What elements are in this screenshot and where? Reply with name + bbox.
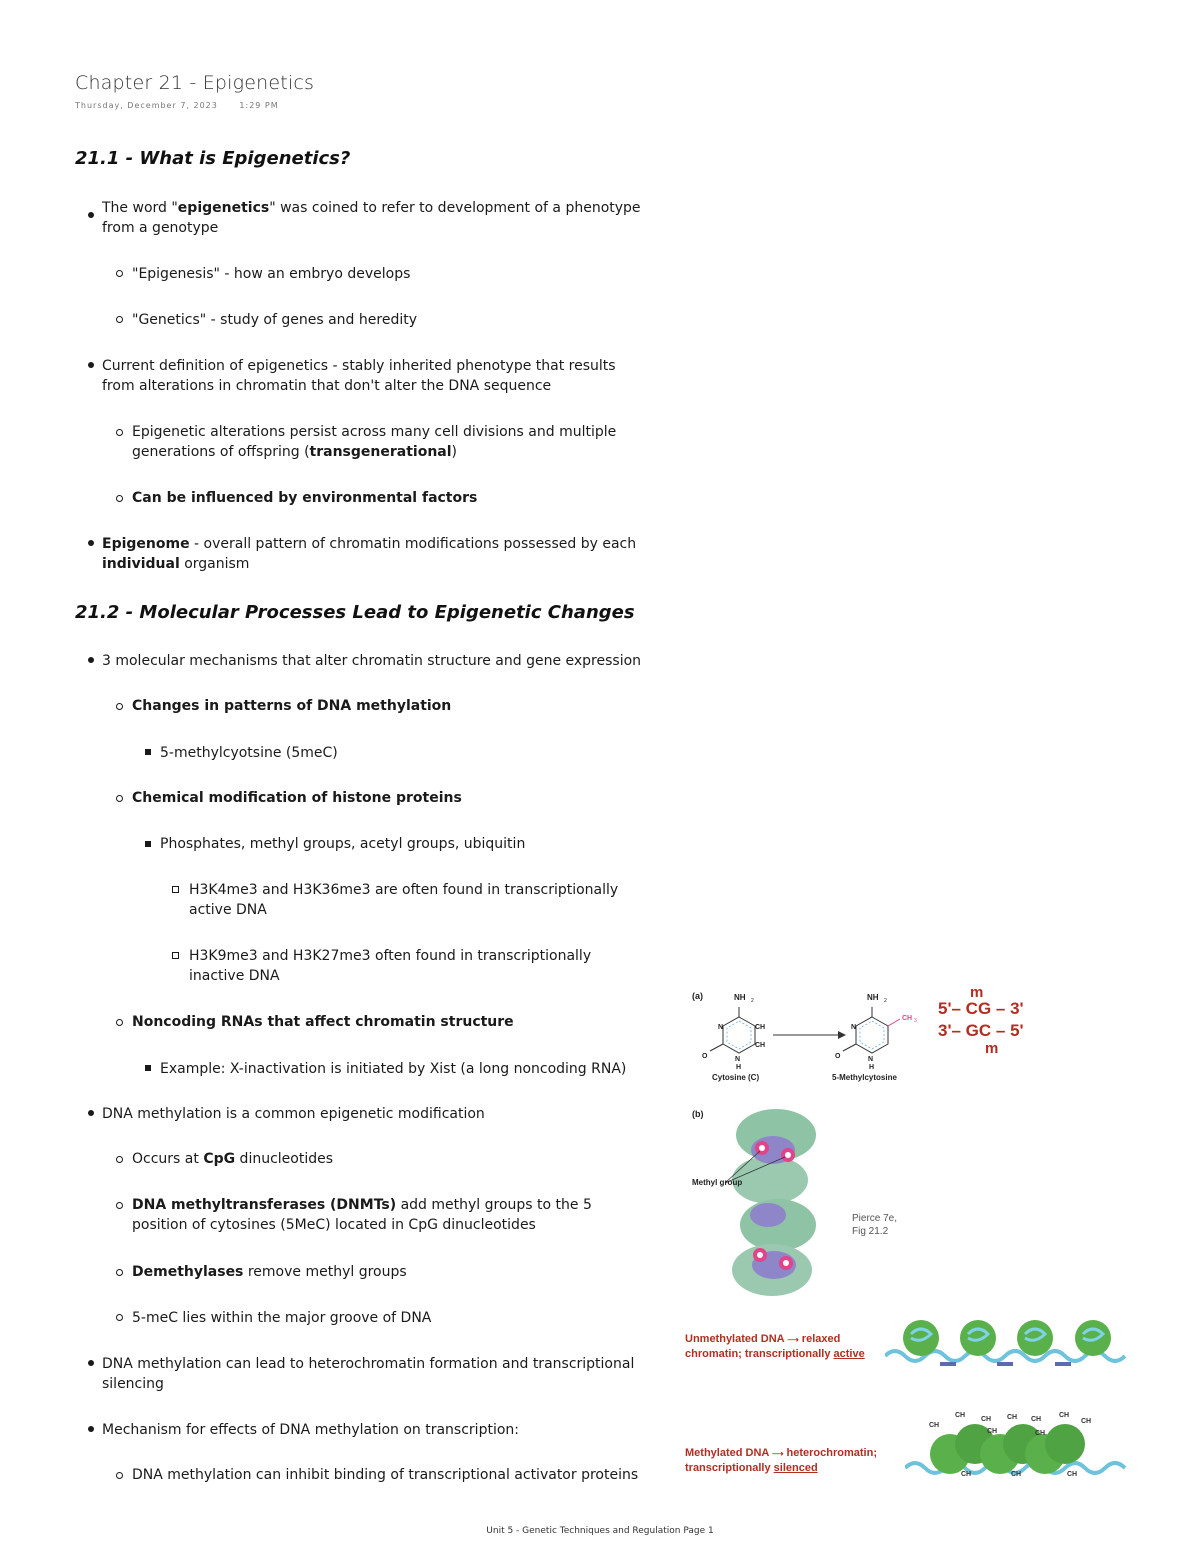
list-item: DNA methylation can lead to heterochromatin formation and transcriptional silencing (102, 1356, 635, 1392)
figure-cytosine-methylation (688, 985, 928, 1087)
svg-text:N: N (718, 1024, 724, 1031)
svg-text:H: H (736, 1064, 742, 1071)
list-item: Demethylases remove methyl groups (132, 1264, 407, 1280)
bullet-dot (88, 657, 94, 663)
svg-text:CH: CH (955, 1412, 966, 1419)
svg-text:2: 2 (884, 998, 887, 1004)
unmethylated-caption: Unmethylated DNA ⟶ relaxed chromatin; transcriptionally active (685, 1333, 865, 1360)
list-item: 5-meC lies within the major groove of DNA (132, 1310, 432, 1326)
methyl-label: CH (902, 1015, 913, 1022)
svg-text:H: H (869, 1064, 875, 1071)
heterochromatin-image (905, 1408, 1130, 1488)
svg-text:CH: CH (1007, 1414, 1018, 1421)
cytosine-label: Cytosine (C) (712, 1073, 760, 1082)
svg-text:2: 2 (751, 998, 754, 1004)
list-item: Chemical modification of histone proteins (132, 790, 462, 806)
svg-text:CH: CH (755, 1042, 766, 1049)
dna-helix-image (732, 1109, 816, 1296)
bullet-square (145, 1065, 151, 1071)
svg-text:CH: CH (987, 1428, 998, 1435)
panel-label-a: (a) (692, 991, 703, 1001)
list-item: DNA methylation can inhibit binding of transcriptional activator proteins (132, 1467, 639, 1483)
svg-text:CH: CH (1081, 1418, 1092, 1425)
svg-text:O: O (702, 1053, 708, 1060)
reaction-arrow (773, 1031, 846, 1039)
bullet-dot (88, 1426, 94, 1432)
page-date (75, 101, 297, 110)
bullet-square (145, 841, 151, 847)
bullet-dot (88, 212, 94, 218)
bullet-circle (116, 1019, 123, 1026)
methyl-group-label: Methyl group (692, 1178, 743, 1187)
list-item: 3 molecular mechanisms that alter chromatin structure and gene expression (102, 653, 642, 669)
cpg-line-1: 5'– CG – 3' (938, 999, 1024, 1018)
cpg-m-bottom: m (985, 1040, 999, 1057)
relaxed-chromatin-image (885, 1316, 1130, 1376)
list-item: H3K4me3 and H3K36me3 are often found in transcriptionally active DNA (189, 882, 619, 918)
svg-text:3: 3 (914, 1018, 917, 1024)
bullet-circle (116, 703, 123, 710)
bullet-dot (88, 540, 94, 546)
list-item: "Epigenesis" - how an embryo develops (132, 266, 411, 282)
list-item: Epigenetic alterations persist across many cell divisions and multiple generations of offspring (transgenerational) (132, 424, 617, 460)
svg-text:N: N (735, 1056, 741, 1063)
figure-dna-helix (688, 1105, 918, 1305)
bullet-dot (88, 1360, 94, 1366)
page-footer: Unit 5 - Genetic Techniques and Regulation Page 1 (486, 1526, 714, 1536)
list-item: Mechanism for effects of DNA methylation on transcription: (102, 1422, 519, 1438)
methylcytosine-label: 5-Methylcytosine (832, 1073, 897, 1082)
list-item: DNA methyltransferases (DNMTs) add methyl groups to the 5 position of cytosines (5MeC) located in CpG dinucleotides (132, 1197, 592, 1233)
svg-text:O: O (835, 1053, 841, 1060)
bullet-dot (88, 362, 94, 368)
svg-text:CH: CH (1059, 1412, 1070, 1419)
svg-text:CH: CH (1067, 1471, 1078, 1478)
bullet-open-square (172, 886, 179, 893)
cpg-line-2: 3'– GC – 5' (938, 1021, 1024, 1040)
section-heading-21-2: 21.2 - Molecular Processes Lead to Epigenetic Changes (75, 602, 635, 623)
page-title: Chapter 21 - Epigenetics (75, 72, 315, 94)
list-item: Epigenome - overall pattern of chromatin modifications possessed by each individual organism (102, 536, 637, 572)
svg-text:CH: CH (929, 1422, 940, 1429)
svg-text:CH: CH (981, 1416, 992, 1423)
date-text: Thursday, December 7, 2023 (75, 101, 218, 110)
section-heading-21-1: 21.1 - What is Epigenetics? (75, 148, 351, 169)
bullet-square (145, 749, 151, 755)
svg-text:N: N (851, 1024, 857, 1031)
bullet-circle (116, 495, 123, 502)
cpg-m-top: m (970, 984, 984, 1001)
list-item: "Genetics" - study of genes and heredity (132, 312, 417, 328)
cytosine-structure (710, 1007, 755, 1053)
list-item: Example: X-inactivation is initiated by Xist (a long noncoding RNA) (160, 1061, 627, 1077)
list-item: The word "epigenetics" was coined to refer to development of a phenotype from a genotype (102, 200, 641, 236)
bullet-circle (116, 316, 123, 323)
svg-text:CH: CH (1031, 1416, 1042, 1423)
bullet-dot (88, 1110, 94, 1116)
list-item: H3K9me3 and H3K27me3 often found in transcriptionally inactive DNA (189, 948, 592, 984)
citation-line-2: Fig 21.2 (852, 1226, 889, 1237)
list-item: Changes in patterns of DNA methylation (132, 698, 452, 714)
bullet-circle (116, 429, 123, 436)
bullet-circle (116, 1314, 123, 1321)
bullet-open-square (172, 952, 179, 959)
svg-text:CH: CH (1011, 1471, 1022, 1478)
list-item: DNA methylation is a common epigenetic modification (102, 1106, 485, 1122)
svg-text:CH: CH (1035, 1430, 1046, 1437)
bullet-circle (116, 270, 123, 277)
bullet-circle (116, 1202, 123, 1209)
svg-text:NH: NH (867, 993, 879, 1002)
methylated-caption: Methylated DNA ⟶ heterochromatin; transcriptionally silenced (685, 1447, 877, 1474)
svg-text:NH: NH (734, 993, 746, 1002)
bullet-circle (116, 1472, 123, 1479)
list-item: Occurs at CpG dinucleotides (132, 1151, 334, 1167)
time-text: 1:29 PM (239, 101, 279, 110)
list-item: Noncoding RNAs that affect chromatin structure (132, 1014, 514, 1030)
svg-text:CH: CH (755, 1024, 766, 1031)
list-item: Phosphates, methyl groups, acetyl groups, ubiquitin (160, 836, 526, 852)
bullet-circle (116, 795, 123, 802)
condensed-nucleosome-group (930, 1424, 1085, 1474)
bullet-circle (116, 1156, 123, 1163)
bullet-circle (116, 1269, 123, 1276)
list-item: 5-methylcyotsine (5meC) (160, 745, 338, 761)
svg-text:CH: CH (961, 1471, 972, 1478)
citation-line-1: Pierce 7e, (852, 1213, 898, 1224)
list-item: Can be influenced by environmental factors (132, 490, 478, 506)
svg-text:N: N (868, 1056, 874, 1063)
list-item: Current definition of epigenetics - stably inherited phenotype that results from alterations in chromatin that don't alter the DNA sequence (102, 358, 616, 394)
panel-label-b: (b) (692, 1109, 704, 1119)
